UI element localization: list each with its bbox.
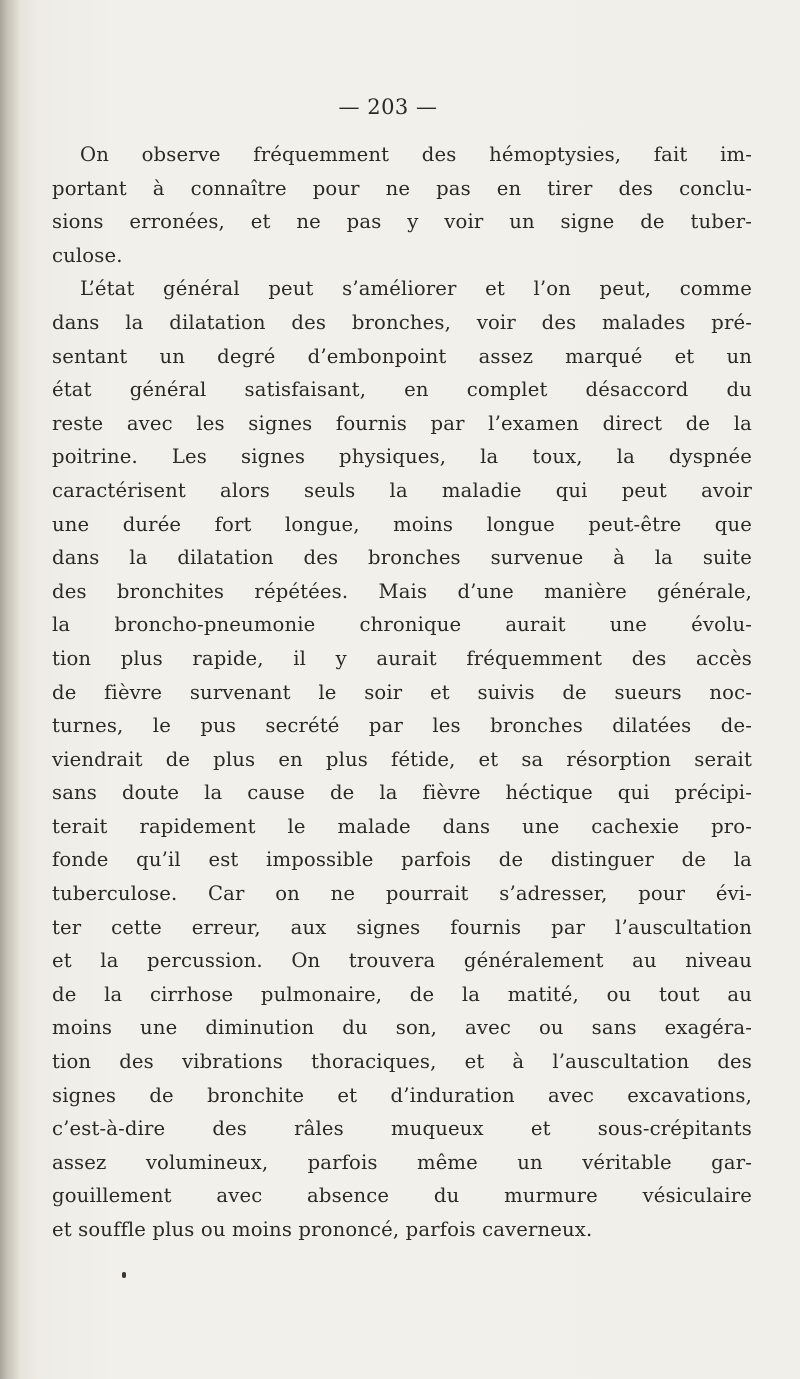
text-line: tion des vibrations thoraciques, et à l’auscultation des [52, 1050, 752, 1074]
text-line: sans doute la cause de la fièvre héctique qui précipi- [52, 781, 752, 805]
text-line: terait rapidement le malade dans une cachexie pro- [52, 814, 752, 838]
text-line: ter cette erreur, aux signes fournis par l’auscultation [52, 915, 752, 939]
text-line: dans la dilatation des bronches survenue à la suite [52, 546, 752, 570]
text-line: état général satisfaisant, en complet désaccord du [52, 378, 752, 402]
text-line: On observe fréquemment des hémoptysies, fait im- [80, 143, 752, 166]
text-line: dans la dilatation des bronches, voir des malades pré- [52, 310, 752, 334]
text-line: et souffle plus ou moins prononcé, parfois caverneux. [52, 1218, 593, 1241]
text-line: et la percussion. On trouvera généralement au niveau [52, 949, 752, 973]
text-line: L’état général peut s’améliorer et l’on peut, comme [80, 277, 752, 301]
page-number: — 203 — [338, 95, 438, 119]
text-line: de la cirrhose pulmonaire, de la matité, ou tout au [52, 982, 752, 1006]
text-line: tion plus rapide, il y aurait fréquemment des accès [52, 646, 752, 670]
text-line: sentant un degré d’embonpoint assez marqué et un [52, 344, 752, 368]
ink-speck [122, 1272, 126, 1278]
text-line: signes de bronchite et d’induration avec excavations, [52, 1083, 752, 1107]
text-line: reste avec les signes fournis par l’examen direct de la [52, 411, 752, 435]
text-line: la broncho-pneumonie chronique aurait une évolu- [52, 613, 752, 637]
text-line: de fièvre survenant le soir et suivis de sueurs noc- [52, 680, 752, 704]
body-text [52, 138, 752, 1247]
text-line: une durée fort longue, moins longue peut-être que [52, 512, 752, 536]
text-line: assez volumineux, parfois même un véritable gar- [52, 1150, 752, 1174]
text-line: c’est-à-dire des râles muqueux et sous-crépitants [52, 1117, 752, 1141]
text-line: turnes, le pus secrété par les bronches dilatées de- [52, 714, 752, 738]
text-line: des bronchites répétées. Mais d’une manière générale, [52, 579, 752, 603]
text-line: poitrine. Les signes physiques, la toux, la dyspnée [52, 445, 752, 469]
text-line: moins une diminution du son, avec ou sans exagéra- [52, 1016, 752, 1040]
text-line: caractérisent alors seuls la maladie qui peut avoir [52, 478, 752, 502]
text-line: sions erronées, et ne pas y voir un signe de tuber- [52, 210, 752, 234]
page-gutter-shadow [0, 0, 20, 1379]
text-line: culose. [52, 243, 123, 267]
text-line: viendrait de plus en plus fétide, et sa résorption serait [52, 747, 752, 771]
text-line: gouillement avec absence du murmure vésiculaire [52, 1184, 752, 1208]
text-line: tuberculose. Car on ne pourrait s’adresser, pour évi- [52, 882, 752, 906]
text-line: fonde qu’il est impossible parfois de distinguer de la [52, 848, 752, 872]
text-line: portant à connaître pour ne pas en tirer des conclu- [52, 176, 752, 200]
